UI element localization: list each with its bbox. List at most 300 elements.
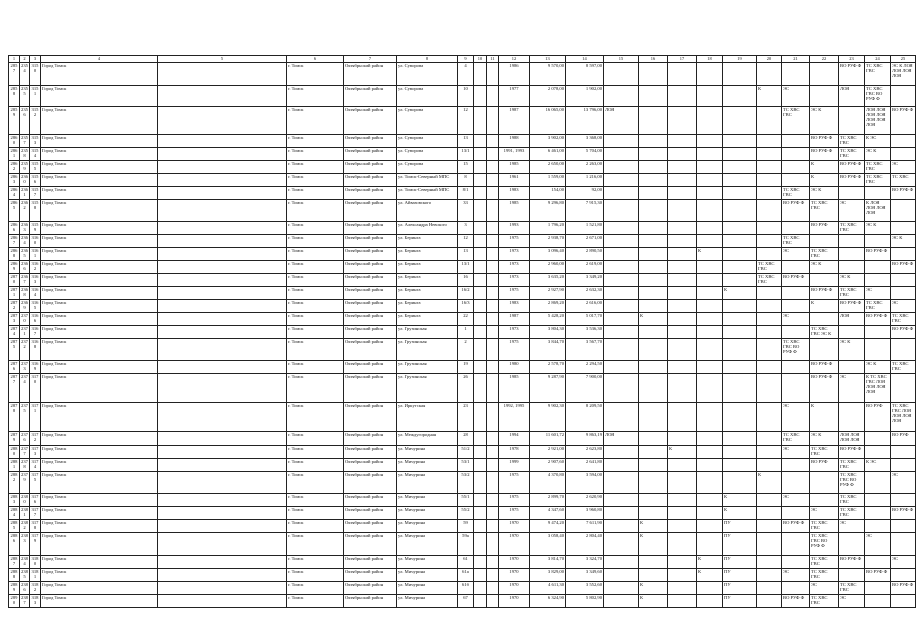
table-cell [757, 148, 782, 161]
table-cell: 12 [458, 107, 474, 135]
table-cell: Город Томск [41, 361, 158, 374]
table-cell [697, 300, 723, 313]
table-cell: ул. Мичурина [397, 507, 458, 520]
column-number-header: 19 [723, 56, 757, 63]
table-cell: ТС ХВС ГВС [865, 63, 891, 86]
table-cell: ВО РУФ Ф [865, 313, 891, 326]
table-cell: К ТС ХВС ГВС ЛОЯ ЛОЯ ЛОЯ ЛОЯ [865, 374, 891, 403]
table-cell [639, 248, 668, 261]
table-cell [639, 235, 668, 248]
table-cell [782, 135, 810, 148]
table-cell [604, 507, 639, 520]
table-cell: г. Томск [287, 326, 344, 339]
table-cell [757, 374, 782, 403]
table-cell [723, 472, 757, 494]
table-cell: 1977 [499, 86, 530, 107]
table-cell: ЭС К [839, 274, 865, 287]
table-cell: 4 611,30 [530, 582, 566, 595]
table-row [9, 261, 916, 274]
table-cell: 1 [458, 326, 474, 339]
table-cell [604, 287, 639, 300]
table-cell: К [757, 86, 782, 107]
table-cell [474, 261, 487, 274]
table-cell [697, 187, 723, 200]
table-cell: ул. Грузинская [397, 374, 458, 403]
table-cell [604, 569, 639, 582]
table-cell: ТС ХВС ГВС [839, 135, 865, 148]
table-cell: 2366 [20, 261, 30, 274]
table-cell: ТС ХВС ГВС [839, 222, 865, 235]
table-cell [782, 287, 810, 300]
table-cell: 3 814,70 [530, 556, 566, 569]
table-cell: 11 601,72 [530, 432, 566, 446]
table-cell [723, 107, 757, 135]
table-cell [474, 235, 487, 248]
table-cell [782, 148, 810, 161]
table-cell: г. Томск [287, 86, 344, 107]
table-cell [865, 187, 891, 200]
table-cell: Город Томск [41, 161, 158, 174]
table-cell [757, 533, 782, 556]
table-cell: 6 461,00 [530, 148, 566, 161]
table-cell: 2385 [20, 569, 30, 582]
table-cell: ТС ХВС ГВС [891, 313, 916, 326]
table-cell: 4 370,80 [530, 472, 566, 494]
table-cell: г. Томск [287, 313, 344, 326]
table-cell [668, 556, 697, 569]
table-cell: 3161 [30, 248, 41, 261]
table-cell [697, 339, 723, 361]
table-cell: 9 474,20 [530, 520, 566, 533]
table-cell: 13/1 [458, 148, 474, 161]
table-cell [158, 222, 287, 235]
table-cell: Октябрьский район [344, 161, 397, 174]
table-cell [668, 248, 697, 261]
table-cell [782, 222, 810, 235]
table-cell [757, 582, 782, 595]
table-cell: ул. Суворова [397, 107, 458, 135]
table-cell: 7 900,00 [566, 374, 604, 403]
table-cell: 2885 [9, 520, 20, 533]
table-cell: ТС ХВС [891, 174, 916, 187]
table-cell [474, 187, 487, 200]
table-cell: 2875 [9, 339, 20, 361]
table-cell [604, 187, 639, 200]
table-cell: Город Томск [41, 432, 158, 446]
table-cell: ТС ХВС ГВС [891, 361, 916, 374]
table-cell: 23 [458, 403, 474, 432]
table-cell [474, 339, 487, 361]
table-cell: 1994 [499, 432, 530, 446]
table-cell: 1975 [499, 472, 530, 494]
table-cell: 1988 [499, 135, 530, 148]
table-cell: К [757, 472, 782, 494]
table-cell: Октябрьский район [344, 86, 397, 107]
table-cell: 2 263,00 [566, 161, 604, 174]
table-cell: 1999 [499, 459, 530, 472]
table-cell: 16/2 [458, 287, 474, 300]
table-cell [604, 135, 639, 148]
table-cell [474, 148, 487, 161]
table-cell: 3163 [30, 274, 41, 287]
table-cell [697, 148, 723, 161]
table-cell [782, 161, 810, 174]
table-cell: 2372 [20, 339, 30, 361]
table-cell [757, 248, 782, 261]
table-cell: 2873 [9, 313, 20, 326]
table-cell [158, 86, 287, 107]
column-number-header: 24 [865, 56, 891, 63]
table-cell: 2359 [20, 161, 30, 174]
table-cell: 2358 [20, 148, 30, 161]
table-cell: 2872 [9, 300, 20, 313]
table-cell: 3172 [30, 432, 41, 446]
table-cell [158, 446, 287, 459]
table-cell: 3160 [30, 235, 41, 248]
table-cell [668, 261, 697, 274]
table-cell [697, 161, 723, 174]
table-cell [604, 472, 639, 494]
table-cell [891, 533, 916, 556]
table-cell [639, 569, 668, 582]
table-cell: 2 [458, 339, 474, 361]
table-row [9, 446, 916, 459]
table-cell [757, 63, 782, 86]
table-cell: 55/1 [458, 494, 474, 507]
table-cell: ЭС [891, 161, 916, 174]
table-cell [474, 403, 487, 432]
table-cell [668, 300, 697, 313]
table-cell: 1975 [499, 339, 530, 361]
table-cell: Октябрьский район [344, 494, 397, 507]
table-cell: 5 704,00 [566, 148, 604, 161]
table-cell: г. Томск [287, 187, 344, 200]
table-cell: г. Томск [287, 148, 344, 161]
table-cell: 1975 [499, 507, 530, 520]
table-cell: 1 902,00 [566, 86, 604, 107]
table-cell [604, 326, 639, 339]
table-cell [158, 313, 287, 326]
column-number-header: 5 [158, 56, 287, 63]
table-cell: ВО РУФ Ф [810, 135, 839, 148]
table-cell: 33 [458, 200, 474, 222]
table-cell: Октябрьский район [344, 261, 397, 274]
table-cell: ЭС [810, 582, 839, 595]
table-cell: 6 324,90 [530, 595, 566, 608]
table-row [9, 274, 916, 287]
table-cell [865, 235, 891, 248]
column-number-header: 23 [839, 56, 865, 63]
table-cell: Город Томск [41, 569, 158, 582]
table-cell [158, 235, 287, 248]
table-cell: г. Томск [287, 459, 344, 472]
table-cell: ЭС [891, 300, 916, 313]
table-cell [158, 174, 287, 187]
table-cell: Город Томск [41, 533, 158, 556]
table-cell [757, 556, 782, 569]
table-cell [158, 287, 287, 300]
table-cell: г. Томск [287, 222, 344, 235]
table-cell [668, 326, 697, 339]
table-cell: 1991, 1993 [499, 148, 530, 161]
table-cell [782, 300, 810, 313]
table-cell [757, 135, 782, 148]
table-cell: К [810, 174, 839, 187]
table-cell [604, 533, 639, 556]
table-cell [839, 361, 865, 374]
column-number-row [9, 56, 916, 63]
column-number-header: 6 [287, 56, 344, 63]
table-cell [891, 222, 916, 235]
table-cell: 2361 [20, 187, 30, 200]
table-cell: ТС ХВС ГВС [810, 248, 839, 261]
table-cell [668, 63, 697, 86]
table-cell [891, 248, 916, 261]
table-cell: ЭС К [839, 339, 865, 361]
table-cell: ТС ХВС ГВС [782, 432, 810, 446]
table-cell [639, 200, 668, 222]
table-cell [604, 86, 639, 107]
table-cell [782, 507, 810, 520]
table-cell [487, 569, 499, 582]
table-cell: ТС ХВС ГВС [810, 569, 839, 582]
table-cell: Город Томск [41, 507, 158, 520]
table-cell: 2883 [9, 494, 20, 507]
table-cell [757, 520, 782, 533]
table-cell: 1970 [499, 533, 530, 556]
table-cell [723, 135, 757, 148]
table-cell: 2368 [20, 287, 30, 300]
table-cell [810, 274, 839, 287]
table-cell [639, 63, 668, 86]
table-cell: 2357 [20, 135, 30, 148]
table-cell [158, 261, 287, 274]
table-cell [839, 326, 865, 339]
table-cell: 1 216,00 [566, 174, 604, 187]
table-cell: 1985 [499, 200, 530, 222]
table-cell: ВО РУФ Ф [782, 520, 810, 533]
table-cell: 2861 [9, 148, 20, 161]
table-cell: ул. Александра Невского [397, 222, 458, 235]
table-cell: ВО РУФ Ф [891, 187, 916, 200]
table-cell: ТС ХВС ГВС [839, 148, 865, 161]
table-cell: 1985 [499, 161, 530, 174]
table-cell [782, 361, 810, 374]
table-cell: 3168 [30, 339, 41, 361]
table-cell: Город Томск [41, 403, 158, 432]
table-cell: 9 902,30 [530, 403, 566, 432]
table-cell: 2 671,00 [566, 235, 604, 248]
table-cell: ТС ХВС ГВС [839, 459, 865, 472]
table-cell: 3157 [30, 187, 41, 200]
table-cell: ЭС [782, 248, 810, 261]
table-cell [697, 261, 723, 274]
table-cell: 3158 [30, 200, 41, 222]
table-cell: 15 [458, 161, 474, 174]
table-cell [697, 520, 723, 533]
table-cell [639, 326, 668, 339]
table-cell [757, 432, 782, 446]
table-cell: 3 058,40 [530, 533, 566, 556]
table-cell: 3155 [30, 161, 41, 174]
table-cell: ул. Мичурина [397, 459, 458, 472]
table-cell: Город Томск [41, 135, 158, 148]
table-row [9, 161, 916, 174]
table-row [9, 287, 916, 300]
table-cell: 55/2 [458, 507, 474, 520]
table-cell [865, 446, 891, 459]
table-cell: ЭС [865, 287, 891, 300]
column-number-header: 25 [891, 56, 916, 63]
table-cell: Октябрьский район [344, 174, 397, 187]
table-cell: Город Томск [41, 472, 158, 494]
table-cell [604, 582, 639, 595]
table-cell: Город Томск [41, 222, 158, 235]
table-row [9, 63, 916, 86]
table-cell: 3150 [30, 63, 41, 86]
table-cell [865, 339, 891, 361]
table-cell: Октябрьский район [344, 361, 397, 374]
table-cell: 26 [458, 374, 474, 403]
table-cell: 2 907,60 [530, 459, 566, 472]
table-cell [474, 459, 487, 472]
table-cell [723, 200, 757, 222]
table-cell: 5 428,20 [530, 313, 566, 326]
table-cell: 1973 [499, 326, 530, 339]
column-number-header: 13 [530, 56, 566, 63]
table-cell [723, 148, 757, 161]
table-cell: ЭС [839, 200, 865, 222]
table-cell [604, 595, 639, 608]
table-cell: ТС ХВС ГВС [865, 161, 891, 174]
table-cell: г. Томск [287, 446, 344, 459]
table-cell: ПУ [723, 582, 757, 595]
table-cell: 5 017,70 [566, 313, 604, 326]
table-cell [604, 63, 639, 86]
table-cell [697, 446, 723, 459]
table-cell: 12 [458, 235, 474, 248]
table-row [9, 339, 916, 361]
table-cell [697, 494, 723, 507]
table-cell [474, 582, 487, 595]
table-cell: ЭС К [865, 148, 891, 161]
table-cell: Октябрьский район [344, 472, 397, 494]
table-cell: Октябрьский район [344, 222, 397, 235]
table-cell [487, 432, 499, 446]
table-cell: 2381 [20, 507, 30, 520]
table-cell: 2887 [9, 556, 20, 569]
table-cell: Октябрьский район [344, 507, 397, 520]
table-cell [158, 533, 287, 556]
table-cell [891, 374, 916, 403]
table-cell [668, 432, 697, 446]
table-cell: 3179 [30, 533, 41, 556]
table-cell [865, 274, 891, 287]
table-cell [487, 261, 499, 274]
table-cell: К [639, 533, 668, 556]
table-cell [891, 446, 916, 459]
table-cell: 3151 [30, 86, 41, 107]
table-cell: 2880 [9, 446, 20, 459]
table-cell [158, 472, 287, 494]
table-cell: ВО РУФ [865, 403, 891, 432]
table-cell: 2356 [20, 107, 30, 135]
table-cell: 9 296,80 [530, 200, 566, 222]
table-cell [639, 556, 668, 569]
table-cell: К [697, 556, 723, 569]
table-cell [891, 200, 916, 222]
table-cell [487, 161, 499, 174]
table-cell [487, 174, 499, 187]
table-cell: ВО РУФ Ф [810, 287, 839, 300]
table-cell: 53/2 [458, 472, 474, 494]
table-cell: ЭС К [810, 261, 839, 274]
table-cell: 2878 [9, 403, 20, 432]
table-cell: 2858 [9, 86, 20, 107]
table-cell: ПУ [723, 533, 757, 556]
table-cell: ЛОЯ [839, 313, 865, 326]
table-cell: ул. Мичурина [397, 533, 458, 556]
table-cell [487, 326, 499, 339]
table-cell [474, 520, 487, 533]
table-cell: 8/1 [458, 187, 474, 200]
table-cell: г. Томск [287, 432, 344, 446]
table-cell: ВО РУФ Ф [839, 300, 865, 313]
table-cell [757, 494, 782, 507]
table-cell: 3 349,60 [566, 569, 604, 582]
table-cell [723, 459, 757, 472]
table-cell [604, 556, 639, 569]
table-cell: Октябрьский район [344, 569, 397, 582]
table-cell [697, 432, 723, 446]
table-cell: 3 594,00 [566, 472, 604, 494]
table-cell: г. Томск [287, 287, 344, 300]
table-cell: 3 368,00 [566, 135, 604, 148]
table-cell: 13 [458, 248, 474, 261]
column-number-header: 15 [604, 56, 639, 63]
table-cell: К [810, 403, 839, 432]
table-cell: 3 [458, 222, 474, 235]
table-cell: 2890 [9, 595, 20, 608]
table-cell: ТС ХВС ГВС [757, 261, 782, 274]
table-cell: 2379 [20, 472, 30, 494]
table-cell: 2380 [20, 494, 30, 507]
table-cell: 3 096,40 [530, 248, 566, 261]
table-cell [723, 161, 757, 174]
column-number-header: 8 [397, 56, 458, 63]
table-cell [668, 472, 697, 494]
table-cell: Октябрьский район [344, 107, 397, 135]
table-cell: 2886 [9, 533, 20, 556]
table-cell: ВО РУФ Ф [839, 161, 865, 174]
table-cell: Город Томск [41, 287, 158, 300]
table-cell: ул. Суворова [397, 135, 458, 148]
table-cell [639, 161, 668, 174]
table-cell: 2355 [20, 86, 30, 107]
table-cell [474, 361, 487, 374]
table-cell [891, 274, 916, 287]
table-cell: 3156 [30, 174, 41, 187]
table-cell: 61а [458, 569, 474, 582]
table-cell [639, 374, 668, 403]
table-cell [782, 261, 810, 274]
table-cell: ВО РУФ Ф [865, 569, 891, 582]
table-cell: ул. Иркутская [397, 403, 458, 432]
table-cell [668, 339, 697, 361]
table-cell: ВО РУФ Ф [891, 507, 916, 520]
table-cell: ул. Мичурина [397, 556, 458, 569]
table-cell [604, 446, 639, 459]
